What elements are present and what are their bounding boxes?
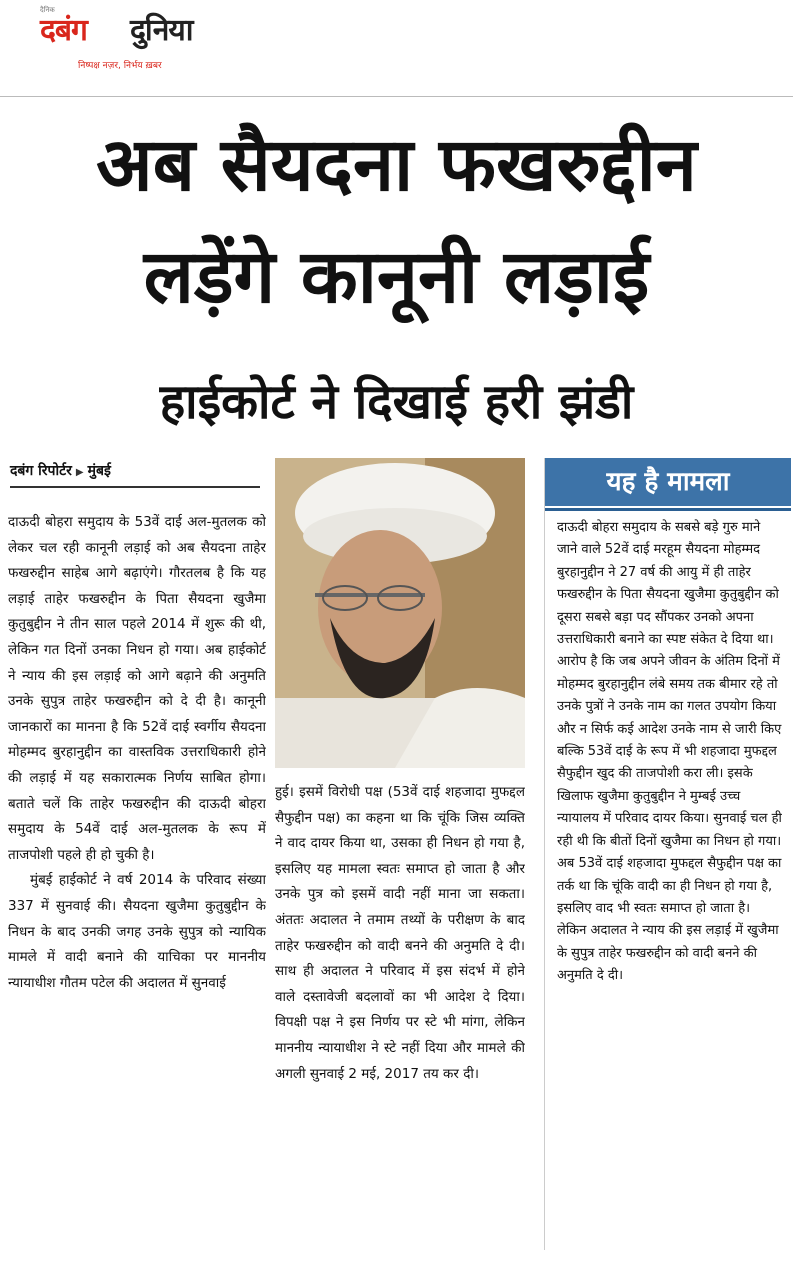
- article-column-2: [275, 780, 525, 1270]
- subheadline: हाईकोर्ट ने दिखाई हरी झंडी: [159, 374, 634, 430]
- logo-name-duniya: दुनिया: [130, 13, 193, 48]
- article-paragraph: मुंबई हाईकोर्ट ने वर्ष 2014 के परिवाद संख्या 337 में सुनवाई की। सैयदना खुजैमा कुतुबुद्दीन के निधन के बाद उनकी जगह उनके सुपुत्र को न्यायिक मामले में वादी बनाने की याचिका पर माननीय न्यायाधीश गौतम पटेल की अदालत में सुनवाई: [8, 872, 266, 991]
- article-photo: [275, 458, 525, 768]
- sidebar-box-text: [557, 517, 782, 1247]
- sidebar-box-title: यह है मामला: [545, 458, 791, 506]
- logo-tagline: निष्पक्ष नज़र, निर्भय ख़बर: [78, 61, 162, 71]
- byline-divider: [10, 486, 260, 488]
- byline-reporter: दबंग रिपोर्टर: [10, 463, 72, 479]
- headline-line-1: अब सैयदना फखरुद्दीन: [96, 122, 697, 208]
- newspaper-logo[interactable]: [40, 6, 250, 72]
- headline-line-2: लड़ेंगे कानूनी लड़ाई: [143, 234, 650, 320]
- triangle-icon: ▶: [75, 467, 84, 478]
- sidebar-box-divider: [545, 508, 791, 511]
- byline-place: मुंबई: [87, 463, 111, 479]
- sidebar-paragraph: दाऊदी बोहरा समुदाय के सबसे बड़े गुरु माने जाने वाले 52वें दाई मरहूम सैयदना मोहम्मद बुरहानुद्दीन ने 27 वर्ष की आयु में ही ताहेर फखरुद्दीन के पिता सैयदना खुजैमा कुतुबुद्दीन को दूसरा सबसे बड़ा पद सौंपकर उनको अपना उत्तराधिकारी बनाने का स्पष्ट संकेत दे दिया था। आरोप है कि जब अपने जीवन के अंतिम दिनों में मोहम्मद बुरहानुद्दीन लंबे समय तक बीमार रहे तो उनके पुत्रों ने उनके नाम का गलत उपयोग किया और न सिर्फ कई आदेश उनके नाम से जारी किए बल्कि 53वें दाई के रूप में भी शहजादा मुफद्दल सैफुद्दीन खुद की ताजपोशी करा ली। इसके खिलाफ खुजैमा कुतुबुद्दीन ने मुम्बई उच्च न्यायालय में परिवाद दायर किया। सुनवाई चल ही रही थी कि बीतों दिनों खुजैमा का निधन हो गया। अब 53वें दाई शहजादा मुफद्दल सैफुद्दीन पक्ष का तर्क था कि चूंकि वादी का ही निधन हो गया है, इसलिए वाद भी स्वतः समाप्त हो जाता है। लेकिन अदालत ने न्याय की इस लड़ाई में खुजैमा के सुपुत्र ताहेर फखरुद्दीन को वादी बनने की अनुमति दे दी।: [557, 520, 782, 984]
- article-paragraph: दाऊदी बोहरा समुदाय के 53वें दाई अल-मुतलक को लेकर चल रही कानूनी लड़ाई को अब सैयदना ताहेर फखरुद्दीन साहेब आगे बढ़ाएंगे। गौरतलब है कि यह लड़ाई ताहेर फखरुद्दीन के पिता सैयदना खुजैमा कुतुबुद्दीन ने तीन साल पहले 2014 में शुरू की थी, लेकिन गत दिनों उनका निधन हो गया। अब हाईकोर्ट ने न्याय की इस लड़ाई को आगे बढ़ाने की अनुमति उनके सुपुत्र ताहेर फखरुद्दीन को दे दी है। कानूनी जानकारों का मानना है कि 52वें दाई स्वर्गीय सैयदना मोहम्मद बुरहानुद्दीन का वास्तविक उत्तराधिकारी होने की लड़ाई में यह सकारात्मक निर्णय साबित होगा। बताते चलें कि ताहेर फखरुद्दीन की दाऊदी बोहरा समुदाय के 54वें दाई अल-मुतलक के रूप में ताजपोशी पहले ही हो चुकी है।: [8, 514, 266, 863]
- portrait-illustration: [275, 458, 525, 768]
- logo-name-dabang: दबंग: [40, 13, 87, 48]
- masthead: [0, 0, 793, 95]
- article-paragraph: हुई। इसमें विरोधी पक्ष (53वें दाई शहजादा मुफद्दल सैफुद्दीन पक्ष) का कहना था कि चूंकि जिस व्यक्ति ने वाद दायर किया था, उसका ही निधन हो गया है, इसलिए यह मामला स्वतः समाप्त हो जाता है और उनके पुत्र को इसमें वादी नहीं माना जा सकता। अंततः अदालत ने तमाम तथ्यों के परीक्षण के बाद ताहेर फखरुद्दीन को वादी बनने की अनुमति दे दी। साथ ही अदालत ने परिवाद में इस संदर्भ में होने वाले दस्तावेजी बदलावों का भी आदेश दे दिया। विपक्षी पक्ष ने इस निर्णय पर स्टे भी मांगा, लेकिन माननीय न्यायाधीश ने स्टे नहीं दिया और मामले की अगली सुनवाई 2 मई, 2017 तय कर दी।: [275, 784, 525, 1082]
- byline: [10, 458, 260, 484]
- article-column-1: [8, 510, 266, 1270]
- logo-small-text: दैनिक: [40, 6, 55, 14]
- masthead-divider: [0, 96, 793, 97]
